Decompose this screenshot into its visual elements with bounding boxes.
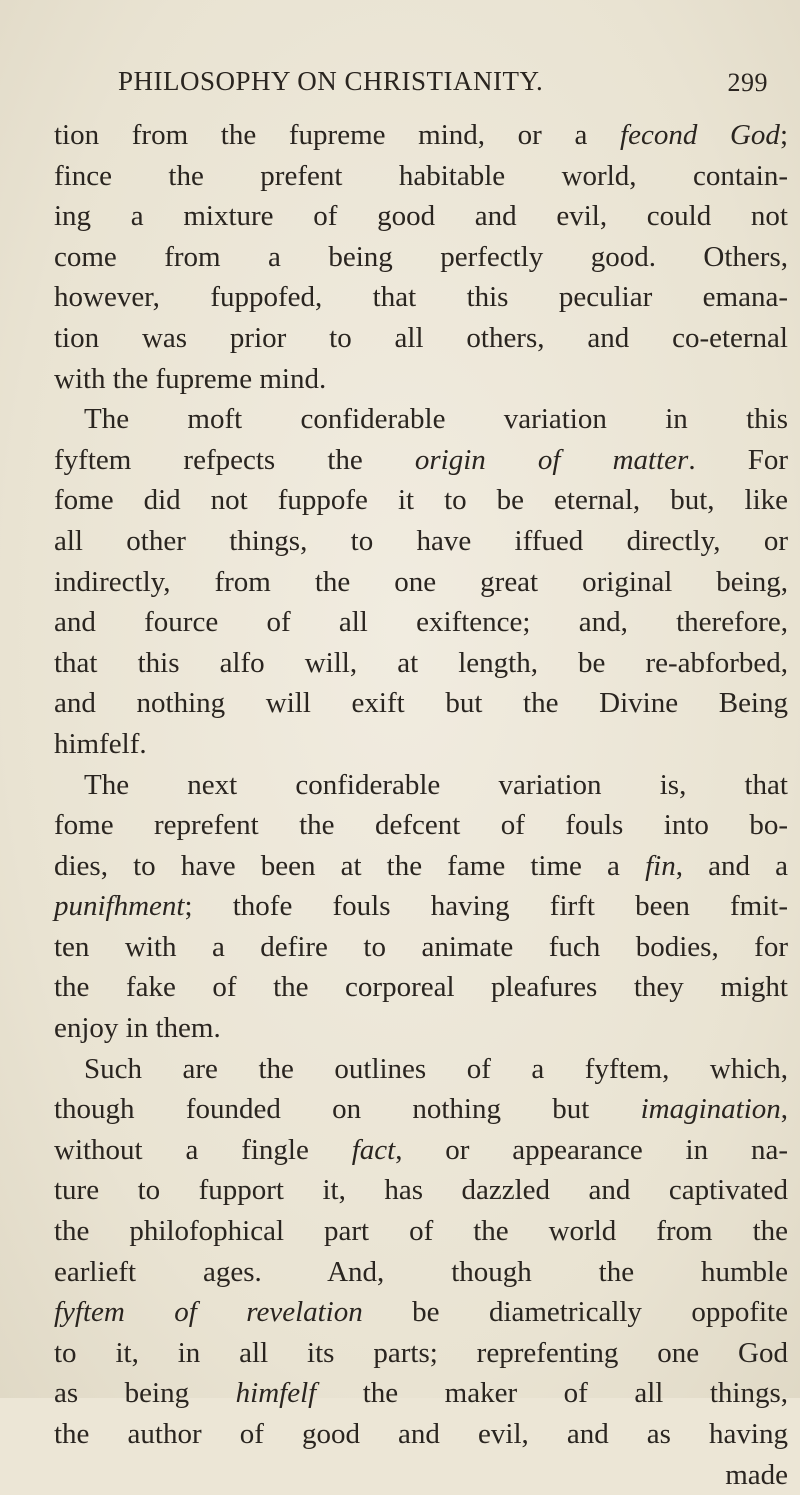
text-segment: be diametrically oppofite: [362, 1296, 788, 1329]
text-segment: earlieft ages. And, though the humble: [54, 1255, 788, 1288]
text-segment: fince the prefent habitable world, contain-: [54, 159, 788, 192]
italic-phrase: fact: [351, 1133, 396, 1166]
text-line: [54, 156, 788, 197]
italic-phrase: origin of matter: [414, 443, 689, 476]
text-line: [54, 399, 788, 440]
text-segment: ten with a defire to animate fuch bodies, for: [54, 930, 788, 963]
text-segment: fome did not fuppofe it to be eternal, but, like: [54, 484, 788, 517]
text-line: [54, 277, 788, 318]
text-line: [54, 643, 788, 684]
text-line: [54, 602, 788, 643]
text-segment: . For: [688, 443, 788, 476]
text-line: [54, 724, 788, 765]
text-segment: Such are the outlines of a fyftem, which,: [84, 1052, 788, 1085]
text-line: [54, 1170, 788, 1211]
text-segment: to it, in all its parts; reprefenting one God: [54, 1336, 788, 1369]
running-head: PHILOSOPHY ON CHRISTIANITY.: [118, 66, 544, 96]
text-line: [54, 846, 788, 887]
text-line: [54, 927, 788, 968]
text-line: [54, 1008, 788, 1049]
text-segment: enjoy in them.: [54, 1012, 221, 1045]
italic-phrase: imagination: [640, 1093, 781, 1126]
text-segment: tion from the fupreme mind, or a: [54, 119, 621, 151]
text-line: [54, 683, 788, 724]
text-line: [54, 196, 788, 237]
text-segment: tion was prior to all others, and co-eternal: [54, 321, 788, 354]
text-segment: The next confiderable variation is, that: [84, 768, 788, 801]
text-segment: made: [725, 1458, 788, 1491]
text-line: [54, 967, 788, 1008]
text-segment: that this alfo will, at length, be re-abforbed,: [54, 646, 788, 679]
text-line: [54, 115, 788, 156]
text-segment: ; thofe fouls having firft been fmit-: [184, 890, 788, 923]
text-line: [54, 1455, 788, 1495]
text-line: [54, 1373, 788, 1414]
text-line: [54, 1089, 788, 1130]
italic-phrase: fyftem of revelation: [54, 1296, 363, 1329]
text-segment: however, fuppofed, that this peculiar emana-: [54, 281, 788, 314]
text-line: [54, 1292, 788, 1333]
text-segment: dies, to have been at the fame time a: [54, 849, 646, 882]
text-line: [54, 562, 788, 603]
text-line: [54, 480, 788, 521]
text-segment: the maker of all things,: [316, 1377, 788, 1410]
text-line: [54, 440, 788, 481]
page-number: 299: [727, 68, 768, 97]
text-line: [54, 805, 788, 846]
text-segment: the philofophical part of the world from the: [54, 1215, 788, 1248]
text-segment: as being: [54, 1377, 236, 1410]
text-segment: though founded on nothing but: [54, 1093, 641, 1126]
page-header: [118, 60, 768, 100]
text-segment: without a fingle: [54, 1133, 352, 1166]
text-segment: and nothing will exift but the Divine Being: [54, 687, 788, 720]
text-segment: fome reprefent the defcent of fouls into bo-: [54, 809, 788, 842]
text-segment: The moft confiderable variation in this: [84, 403, 788, 436]
text-segment: fyftem refpects the: [54, 443, 415, 476]
text-line: [54, 318, 788, 359]
text-segment: the fake of the corporeal pleafures they might: [54, 971, 788, 1004]
text-segment: the author of good and evil, and as having: [54, 1418, 788, 1450]
text-line: [54, 237, 788, 278]
text-segment: , and a: [675, 849, 788, 882]
text-segment: all other things, to have iffued directly, or: [54, 524, 788, 557]
text-line: [54, 1211, 788, 1252]
text-segment: , or appearance in na-: [395, 1133, 788, 1166]
text-line: [54, 359, 788, 400]
text-line: [54, 1252, 788, 1293]
text-segment: himfelf.: [54, 727, 147, 760]
text-segment: indirectly, from the one great original being,: [54, 565, 788, 598]
text-line: [54, 521, 788, 562]
text-segment: ,: [780, 1093, 788, 1126]
text-segment: ;: [779, 119, 788, 151]
text-line: [54, 886, 788, 927]
italic-phrase: fin: [645, 849, 676, 882]
text-segment: with the fupreme mind.: [54, 362, 327, 395]
body-text: [54, 115, 788, 1495]
text-segment: and fource of all exiftence; and, therefore,: [54, 606, 788, 639]
text-segment: ture to fupport it, has dazzled and captivated: [54, 1174, 788, 1207]
text-segment: come from a being perfectly good. Others,: [54, 240, 788, 273]
text-line: [54, 1130, 788, 1171]
italic-phrase: punifhment: [54, 890, 185, 923]
text-line: [54, 1049, 788, 1090]
italic-phrase: himfelf: [235, 1377, 317, 1410]
text-line: [54, 1333, 788, 1374]
text-line: [54, 765, 788, 806]
italic-phrase: fecond God: [620, 119, 780, 151]
text-line: [54, 1414, 788, 1455]
text-segment: ing a mixture of good and evil, could not: [54, 200, 788, 233]
